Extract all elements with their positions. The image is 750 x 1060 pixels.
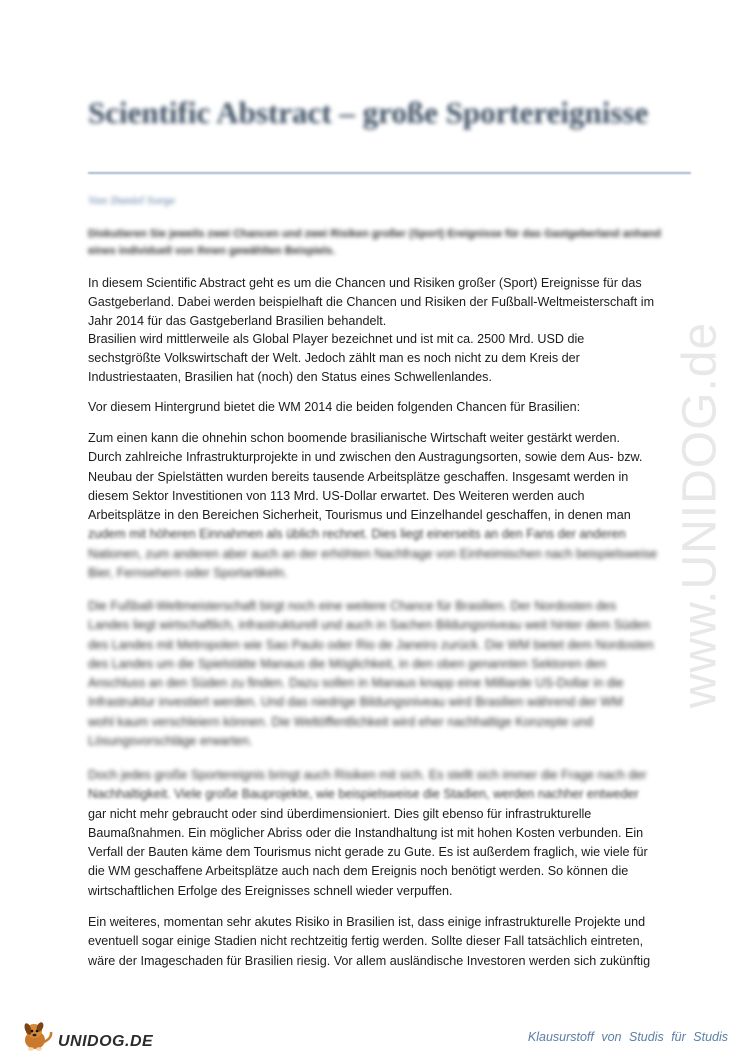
paragraph-background xyxy=(88,398,688,417)
text-line: Verfall der Bauten käme dem Tourismus nicht gerade zu Gute. Es ist außerdem fraglich, wie viele für xyxy=(88,845,648,860)
text-line: Anschluss an den Süden zu finden. Dazu sollen in Manaus knapp eine Milliarde US-Dollar in die xyxy=(88,676,624,691)
text-line: Durch zahlreiche Infrastrukturprojekte in und zwischen den Austragungsorten, sowie dem Aus- bzw. xyxy=(88,450,643,465)
text-line: des Landes um die Spielstätte Manaus die Möglichkeit, in den oben genannten Sektoren den xyxy=(88,656,607,671)
text-line: wirtschaftlichen Erfolge des Ereignisses schnell wieder verpuffen. xyxy=(88,883,453,898)
text-line: Arbeitsplätze in den Bereichen Sicherheit, Tourismus und Einzelhandel geschaffen, in denen man xyxy=(88,508,631,523)
text-line: Nachhaltigkeit. Viele große Bauprojekte, wie beispielsweise die Stadien, werden nachher entweder xyxy=(88,787,639,802)
paragraph-chance-one xyxy=(88,429,688,583)
text-line: Ein weiteres, momentan sehr akutes Risiko in Brasilien ist, dass einige infrastrukturelle Projekte und xyxy=(88,915,646,929)
watermark xyxy=(655,290,745,740)
text-line: Doch jedes große Sportereignis bringt auch Risiken mit sich. Es stellt sich immer die Frage nach der xyxy=(88,768,647,782)
unidog-logo[interactable] xyxy=(22,1018,153,1052)
text-line: wohl kaum verschleiern können. Die Weltöffentlichkeit wird eher nachhaltige Konzepte und xyxy=(88,714,593,729)
paragraph-risk-two xyxy=(88,913,688,971)
text-line: des Landes mit Metropolen wie Sao Paulo oder Rio de Janeiro zurück. Die WM bietet dem Nordosten xyxy=(88,637,654,652)
text-line: eventuell sogar einige Stadien nicht rechtzeitig fertig werden. Sollte dieser Fall tatsächlich eintreten, xyxy=(88,934,644,949)
text-line: Landes liegt wirtschaftlich, infrastrukturell und auch in Sachen Bildungsniveau weit hinter dem Süden xyxy=(88,618,651,633)
text-line: Vor diesem Hintergrund bietet die WM 2014 die beiden folgenden Chancen für Brasilien: xyxy=(88,400,581,414)
text-line: Nationen, zum anderen aber auch an der erhöhten Nachfrage von Einheimischen nach beispielsweise xyxy=(88,546,658,561)
task-statement: Diskutieren Sie jeweils zwei Chancen und zwei Risiken großer (Sport) Ereignisse für das Gastgeberland anhand eines individuell von Ihnen gewählten Beispiels. xyxy=(88,228,661,257)
title-divider xyxy=(88,172,691,174)
text-line: Infrastruktur investiert werden. Und das niedrige Bildungsniveau wird Brasilien während der WM xyxy=(88,695,623,710)
text-line: diesem Sektor Investitionen von 113 Mrd. US-Dollar erwartet. Des Weiteren werden auch xyxy=(88,488,585,503)
paragraph-chance-two xyxy=(88,597,688,751)
text-line: gar nicht mehr gebraucht oder sind überdimensioniert. Dies gilt ebenso für infrastrukturelle xyxy=(88,806,592,821)
text-line: Brasilien wird mittlerweile als Global Player bezeichnet und ist mit ca. 2500 Mrd. USD die xyxy=(88,331,585,346)
text-line: die WM geschaffene Arbeitsplätze auch nach dem Ereignis noch benötigt werden. So können die xyxy=(88,864,629,879)
text-line: Jahr 2014 für das Gastgeberland Brasilien behandelt. xyxy=(88,313,387,328)
logo-text: UNIDOG.DE xyxy=(58,1033,154,1050)
text-line: Neubau der Spielstätten wurden bereits tausende Arbeitsplätze geschaffen. Insgesamt werden in xyxy=(88,469,629,484)
text-line: sechstgrößte Volkswirtschaft der Welt. Jedoch zählt man es noch nicht zu dem Kreis der xyxy=(88,350,580,365)
text-line: zudem mit höheren Einnahmen als üblich rechnet. Dies liegt einerseits an den Fans der anderen xyxy=(88,527,626,542)
text-line: In diesem Scientific Abstract geht es um die Chancen und Risiken großer (Sport) Ereignisse für das xyxy=(88,276,642,290)
watermark-text: www.UNIDOG.de xyxy=(673,321,727,709)
text-line: Bier, Fernsehern oder Sportartikeln. xyxy=(88,566,288,581)
text-line: Lösungsvorschläge erwarten. xyxy=(88,734,253,749)
paragraph-risk-one xyxy=(88,766,688,901)
dog-mascot-icon xyxy=(22,1018,56,1052)
footer-slogan: Klausurstoff von Studis für Studis xyxy=(527,1030,728,1044)
document-title: Scientific Abstract – große Sportereignisse xyxy=(88,95,649,130)
text-line: Gastgeberland. Dabei werden beispielhaft die Chancen und Risiken der Fußball-Weltmeisterschaft im xyxy=(88,295,655,310)
text-line: Industriestaaten, Brasilien hat (noch) den Status eines Schwellenlandes. xyxy=(88,370,492,385)
text-line: Baumaßnahmen. Ein möglicher Abriss oder die Instandhaltung ist mit hohen Kosten verbunden. Ein xyxy=(88,825,644,840)
text-line: wäre der Imageschaden für Brasilien riesig. Vor allem ausländische Investoren werden sich zukünftig xyxy=(88,953,651,968)
text-line: Zum einen kann die ohnehin schon boomende brasilianische Wirtschaft weiter gestärkt werden. xyxy=(88,431,621,445)
paragraph-intro xyxy=(88,274,688,387)
text-line: Die Fußball-Weltmeisterschaft birgt noch eine weitere Chance für Brasilien. Der Nordosten des xyxy=(88,599,617,613)
author-line: Von Daniel Sorge xyxy=(88,193,176,207)
